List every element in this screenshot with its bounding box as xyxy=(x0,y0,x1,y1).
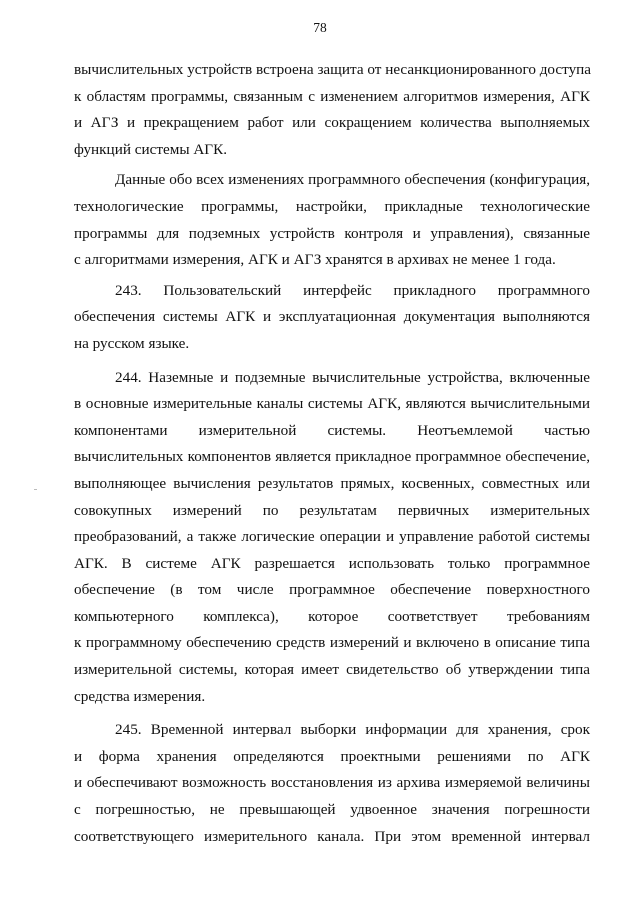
text-line: программы для подземных устройств контроля и управления), связанные xyxy=(74,224,590,242)
paragraph xyxy=(74,167,590,273)
paragraph xyxy=(74,717,590,850)
paragraph xyxy=(74,365,590,711)
paragraph xyxy=(74,57,590,163)
text-line: функций системы АГК. xyxy=(74,140,228,158)
text-line: и АГЗ и прекращением работ или сокращением количества выполняемых xyxy=(74,114,590,132)
text-line: 245. Временной интервал выборки информации для хранения, срок xyxy=(115,721,590,739)
text-line: и форма хранения определяются проектными решениями по АГК xyxy=(74,747,590,765)
page-number: 78 xyxy=(313,20,327,35)
paragraph-gap xyxy=(74,358,590,365)
text-line: компонентами измерительной системы. Неотъемлемой частью xyxy=(74,421,590,439)
text-line: к программному обеспечению средств измерений и включено в описание типа xyxy=(74,634,590,652)
text-line: совокупных измерений по результатам первичных измерительных xyxy=(74,501,590,519)
text-line: средства измерения. xyxy=(74,687,206,705)
text-line: Данные обо всех изменениях программного обеспечения (конфигурация, xyxy=(115,171,590,189)
text-line: и обеспечивают возможность восстановления из архива измеряемой величины xyxy=(74,774,590,792)
text-line: обеспечение (в том числе программное обеспечение поверхностного xyxy=(74,581,590,599)
paragraph-gap xyxy=(74,710,590,717)
text-line: выполняющее вычисления результатов прямых, косвенных, совместных или xyxy=(74,474,590,492)
text-line: 243. Пользовательский интерфейс прикладного программного xyxy=(115,281,590,299)
text-line: с погрешностью, не превышающей удвоенное значения погрешности xyxy=(74,801,590,819)
text-line: в основные измерительные каналы системы АГК, являются вычислительными xyxy=(74,395,590,413)
paragraph xyxy=(74,278,590,358)
text-line: к областям программы, связанным с изменением алгоритмов измерения, АГК xyxy=(74,87,590,105)
text-line: измерительной системы, которая имеет свидетельство об утверждении типа xyxy=(74,661,590,679)
text-line: 244. Наземные и подземные вычислительные устройства, включенные xyxy=(115,368,590,386)
text-line: компьютерного комплекса), которое соответствует требованиям xyxy=(74,607,590,625)
margin-mark xyxy=(34,489,37,490)
text-line: соответствующего измерительного канала. При этом временной интервал xyxy=(74,827,590,845)
text-line: с алгоритмами измерения, АГК и АГЗ хранятся в архивах не менее 1 года. xyxy=(74,251,556,269)
text-line: вычислительных компонентов является прикладное программное обеспечение, xyxy=(74,448,590,466)
text-line: обеспечения системы АГК и эксплуатационная документация выполняются xyxy=(74,308,590,326)
body-text xyxy=(74,57,590,850)
text-line: АГК. В системе АГК разрешается использовать только программное xyxy=(74,554,590,572)
text-line: на русском языке. xyxy=(74,334,190,352)
text-line: вычислительных устройств встроена защита от несанкционированного доступа xyxy=(74,61,592,78)
text-line: преобразований, а также логические операции и управление работой системы xyxy=(74,528,590,546)
text-line: технологические программы, настройки, прикладные технологические xyxy=(74,197,590,215)
